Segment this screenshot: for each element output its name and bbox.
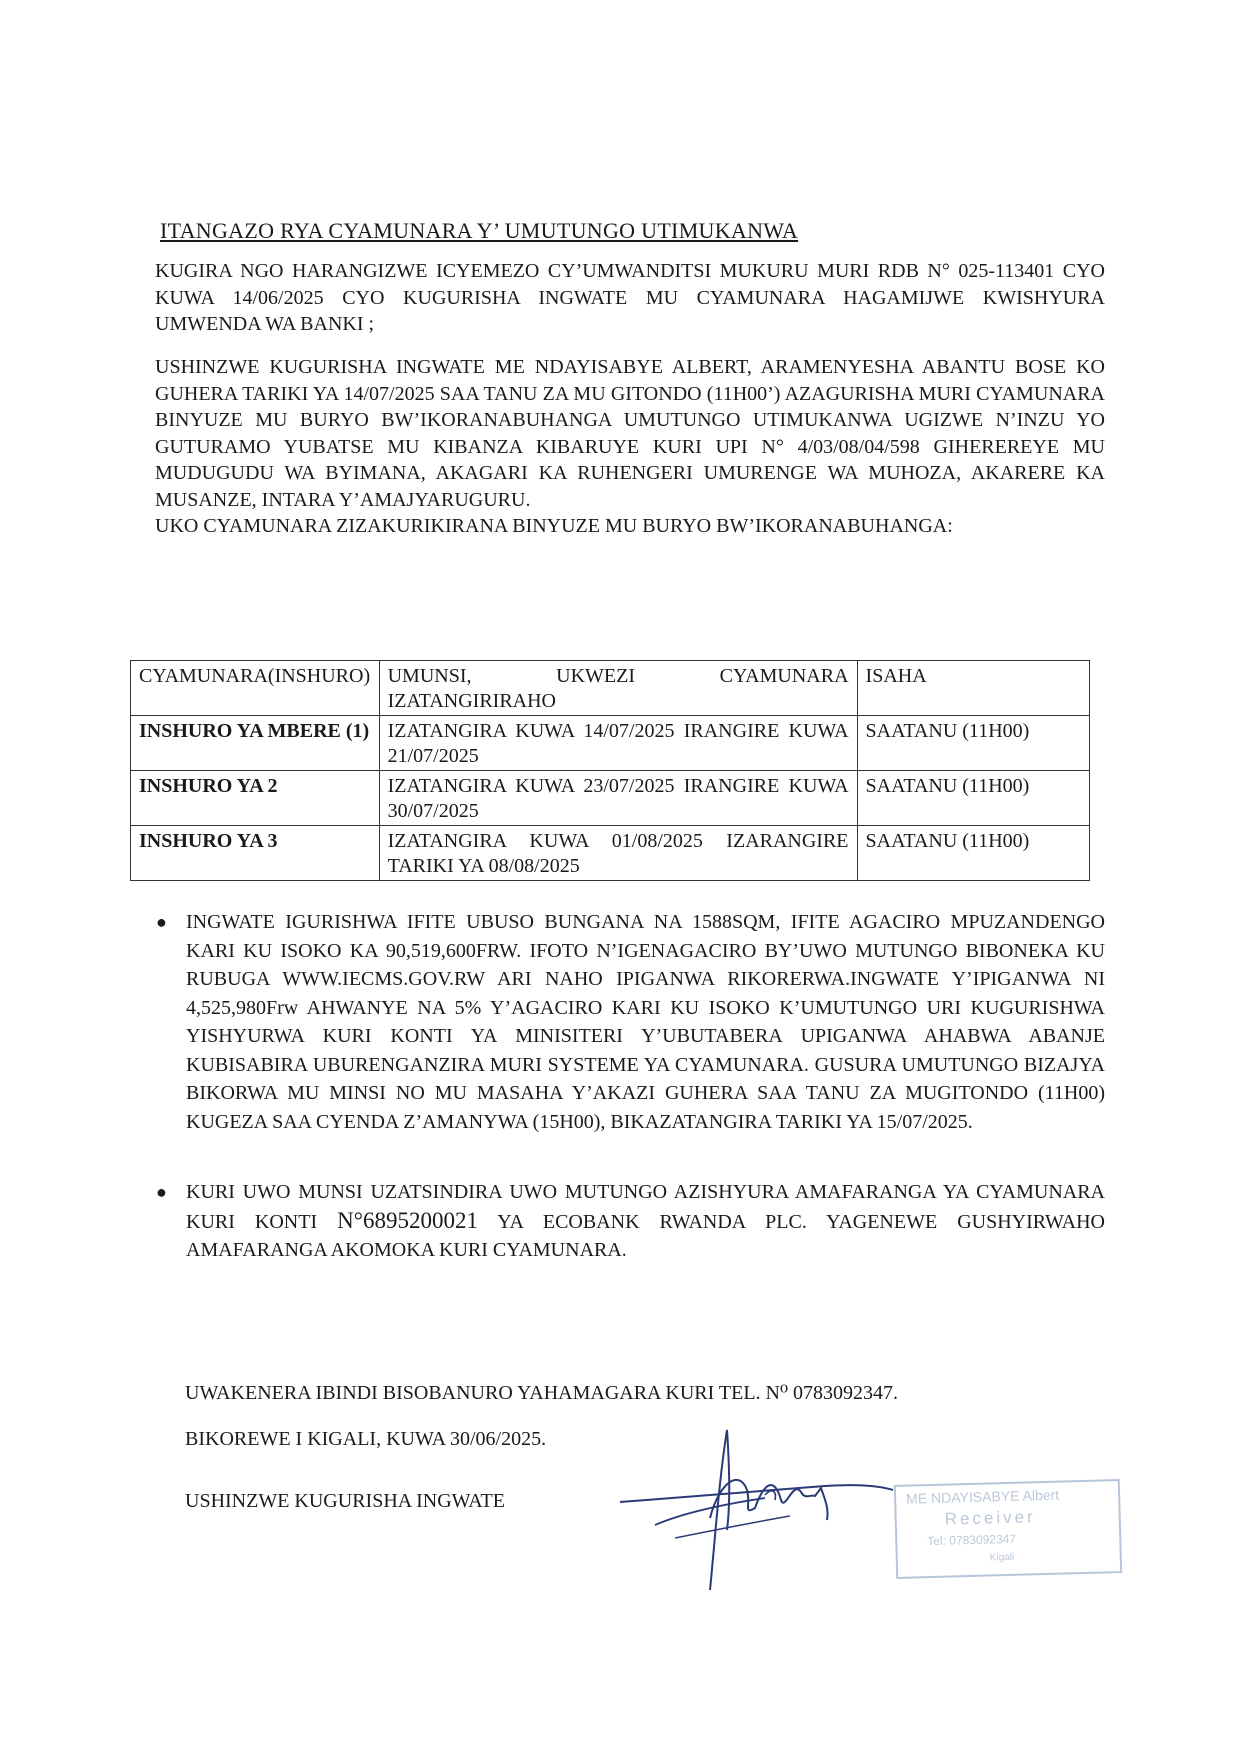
table-row [131,826,1090,881]
header-round: CYAMUNARA(INSHURO) [131,661,380,716]
payment-text-end: YA ECOBANK RWANDA PLC. YAGENEWE GUSHYIRWAHO AMAFARANGA AKOMOKA KURI CYAMUNARA. [186,1210,1105,1261]
date-cell: IZATANGIRA KUWA 01/08/2025 IZARANGIRE TARIKI YA 08/08/2025 [379,826,857,881]
auction-schedule-table [130,660,1090,881]
list-item [150,908,1105,1136]
date-cell: IZATANGIRA KUWA 14/07/2025 IRANGIRE KUWA 21/07/2025 [379,716,857,771]
stamp-role: Receiver [944,1507,1037,1529]
conditions-list [150,908,1105,1265]
header-date: UMUNSI, UKWEZI CYAMUNARA IZATANGIRIRAHO [379,661,857,716]
payment-text-start: KURI UWO MUNSI UZATSINDIRA UWO MUTUNGO AZISHYURA AMAFARANGA YA CYAMUNARA KURI KONTI [186,1181,1105,1233]
account-number: N°6895200021 [337,1207,478,1233]
stamp-tel: Tel: 0783092347 [927,1531,1017,1549]
table-row [131,716,1090,771]
round-cell: INSHURO YA 3 [131,826,380,881]
time-cell: SAATANU (11H00) [857,826,1089,881]
round-cell: INSHURO YA MBERE (1) [131,716,380,771]
time-cell: SAATANU (11H00) [857,771,1089,826]
round-cell: INSHURO YA 2 [131,771,380,826]
list-item [150,1178,1105,1265]
official-stamp [894,1479,1122,1579]
stamp-city: Kigali [989,1551,1015,1564]
stamp-name: ME NDAYISABYE Albert [905,1486,1060,1507]
header-time: ISAHA [857,661,1089,716]
time-cell: SAATANU (11H00) [857,716,1089,771]
bullet-icon: ● [156,1182,167,1202]
intro-paragraph: KUGIRA NGO HARANGIZWE ICYEMEZO CY’UMWANDITSI MUKURU MURI RDB N° 025-113401 CYO KUWA 14/06/2025 CYO KUGURISHA INGWATE MU CYAMUNARA HAGAMIJWE KWISHYURA UMWENDA WA BANKI ; [155,260,1105,335]
notice-title: ITANGAZO RYA CYAMUNARA Y’ UMUTUNGO UTIMUKANWA [160,218,799,243]
date-cell: IZATANGIRA KUWA 23/07/2025 IRANGIRE KUWA 30/07/2025 [379,771,857,826]
schedule-intro: UKO CYAMUNARA ZIZAKURIKIRANA BINYUZE MU BURYO BW’IKORANABUHANGA: [155,515,953,537]
contact-line: UWAKENERA IBINDI BISOBANURO YAHAMAGARA KURI TEL. N⁰ 0783092347. [185,1382,899,1404]
table-header-row [131,661,1090,716]
announcement-text: USHINZWE KUGURISHA INGWATE ME NDAYISABYE ALBERT, ARAMENYESHA ABANTU BOSE KO GUHERA TARIKI YA 14/07/2025 SAA TANU ZA MU GITONDO (11H00’) AZAGURISHA MURI CYAMUNARA BINYUZE MU BURYO BW’IKORANABUHANGA UMUTUNGO UTIMUKANWA UGIZWE N’INZU YO GUTURAMO YUBATSE MU KIBANZA KIBARUYE KURI UPI N° 4/03/08/04/598 GIHEREREYE MU MUDUGUDU WA BYIMANA, AKAGARI KA RUHENGERI UMURENGE WA MUHOZA, AKARERE KA MUSANZE, INTARA Y’AMAJYARUGURU. [155,356,1105,511]
table-row [131,771,1090,826]
announcement-paragraph [155,354,1105,540]
place-date-line: BIKOREWE I KIGALI, KUWA 30/06/2025. [185,1428,547,1450]
property-details-text: INGWATE IGURISHWA IFITE UBUSO BUNGANA NA 1588SQM, IFITE AGACIRO MPUZANDENGO KARI KU ISOKO KA 90,519,600FRW. IFOTO N’IGENAGACIRO BY’UWO MUTUNGO BIBONEKA KU RUBUGA WWW.IECMS.GOV.RW ARI NAHO IPIGANWA RIKORERWA.INGWATE Y’IPIGANWA NI 4,525,980Frw AHWANYE NA 5% Y’AGACIRO KARI KU ISOKO K’UMUTUNGO URI KUGURISHWA YISHYURWA KURI KONTI YA MINISITERI Y’UBUTABERA UPIGANWA AHABWA ABANJE KUBISABIRA UBURENGANZIRA MURI SYSTEME YA CYAMUNARA. GUSURA UMUTUNGO BIZAJYA BIKORWA MU MINSI NO MU MASAHA Y’AKAZI GUHERA SAA TANU ZA MUGITONDO (11H00) KUGEZA SAA CYENDA Z’AMANYWA (15H00), BIKAZATANGIRA TARIKI YA 15/07/2025. [186,911,1105,1133]
handwritten-signature [615,1420,915,1600]
bullet-icon: ● [156,912,167,932]
signatory-title: USHINZWE KUGURISHA INGWATE [185,1490,505,1512]
